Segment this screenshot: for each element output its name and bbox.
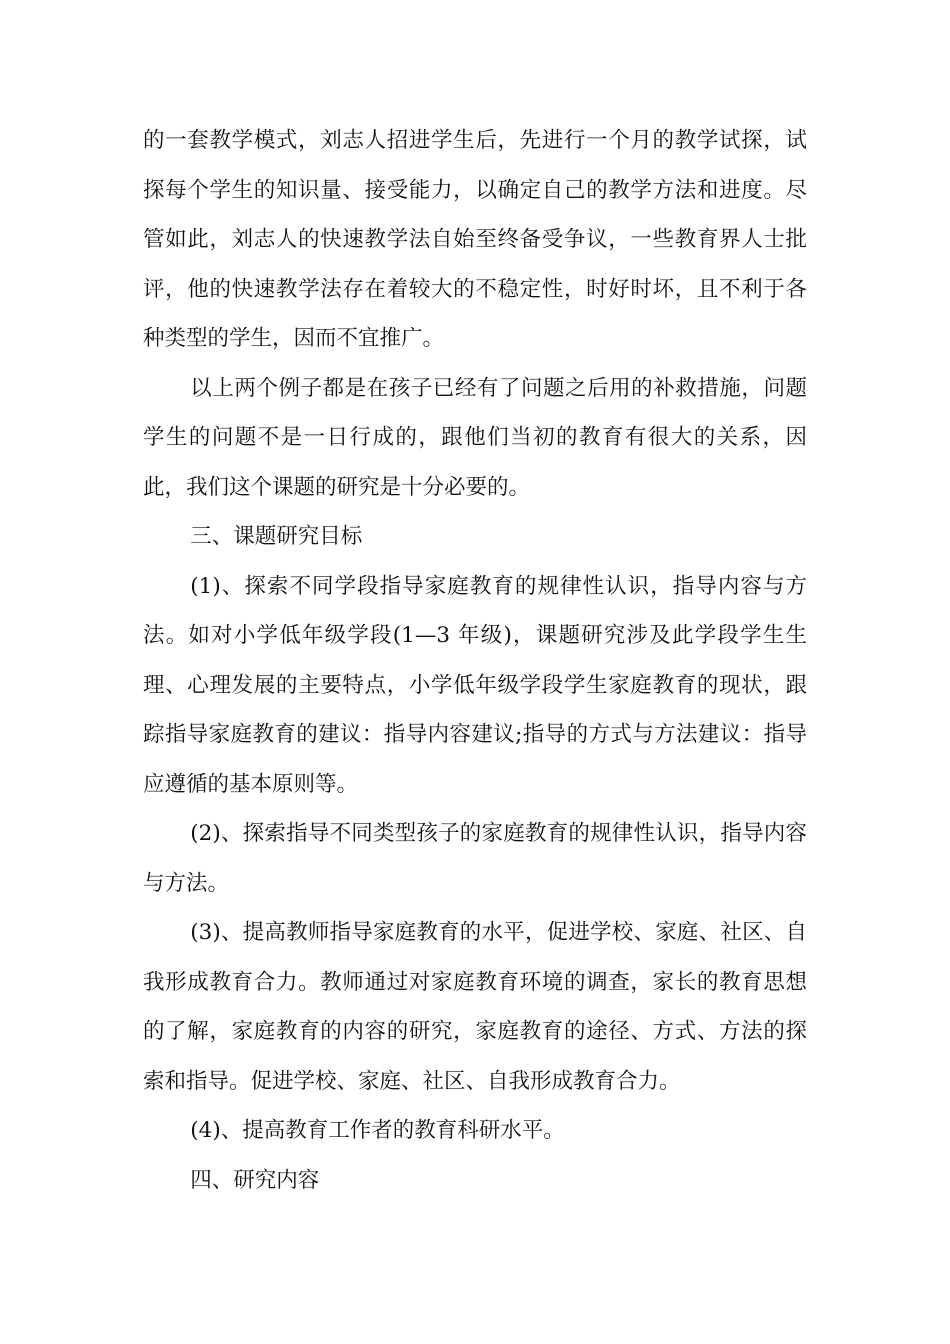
paragraph-necessity: 以上两个例子都是在孩子已经有了问题之后用的补救措施，问题学生的问题不是一日行成的，跟他们当初的教育有很大的关系，因此，我们这个课题的研究是十分必要的。 bbox=[143, 375, 807, 500]
paragraph-goal-3: (3)、提高教师指导家庭教育的水平，促进学校、家庭、社区、自我形成教育合力。教师通过对家庭教育环境的调查，家长的教育思想的了解，家庭教育的内容的研究，家庭教育的途径、方式、方法的探索和指导。促进学校、家庭、社区、自我形成教育合力。 bbox=[143, 920, 807, 1094]
section-heading-research-goals: 三、课题研究目标 bbox=[190, 524, 363, 549]
document-body bbox=[143, 116, 807, 1205]
paragraph-goal-4: (4)、提高教育工作者的教育科研水平。 bbox=[190, 1118, 565, 1143]
paragraph-continued-intro: 的一套教学模式，刘志人招进学生后，先进行一个月的教学试探，试探每个学生的知识量、接受能力，以确定自己的教学方法和进度。尽管如此，刘志人的快速教学法自始至终备受争议，一些教育界人士批评，他的快速教学法存在着较大的不稳定性，时好时坏，且不利于各种类型的学生，因而不宜推广。 bbox=[143, 128, 807, 351]
paragraph-goal-2: (2)、探索指导不同类型孩子的家庭教育的规律性认识，指导内容与方法。 bbox=[143, 821, 807, 896]
section-heading-research-content: 四、研究内容 bbox=[190, 1167, 320, 1193]
paragraph-goal-1: (1)、探索不同学段指导家庭教育的规律性认识，指导内容与方法。如对小学低年级学段(1—3 年级)，课题研究涉及此学段学生生理、心理发展的主要特点，小学低年级学段学生家庭教育的现状，跟踪指导家庭教育的建议：指导内容建议;指导的方式与方法建议：指导应遵循的基本原则等。 bbox=[143, 573, 807, 797]
